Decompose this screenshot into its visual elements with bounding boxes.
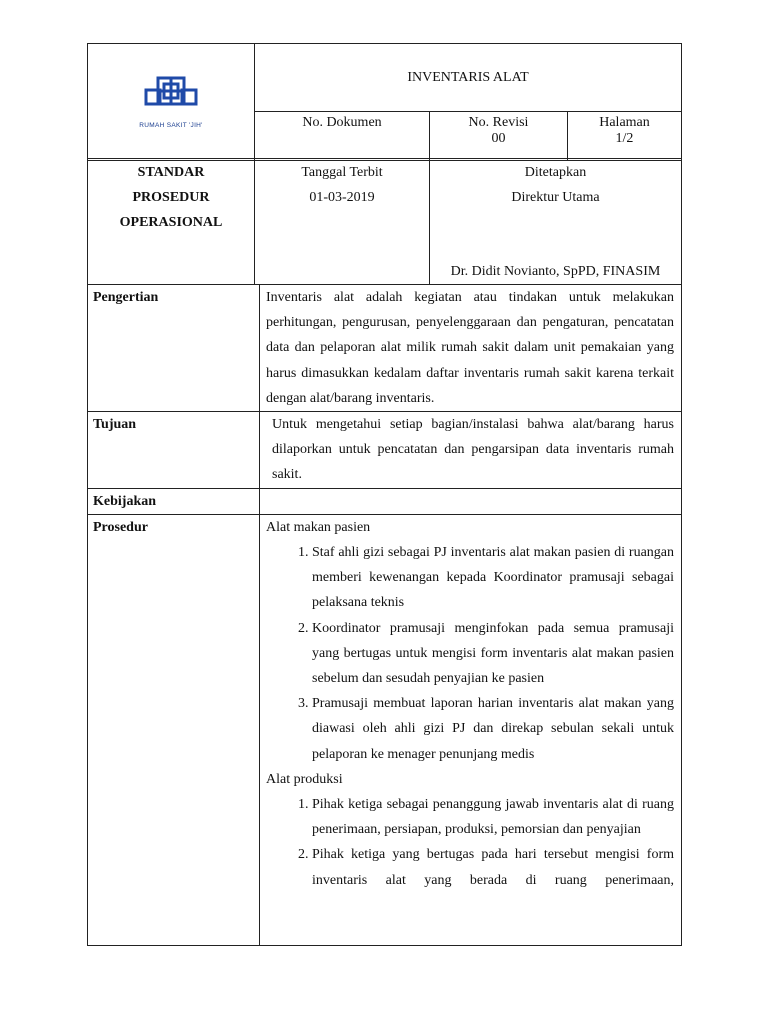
group1-list (266, 540, 674, 767)
prosedur-label: Prosedur (88, 514, 260, 945)
prosedur-content (260, 514, 682, 945)
logo-text: RUMAH SAKIT 'JIH' (139, 121, 203, 129)
pengertian-label: Pengertian (88, 285, 260, 412)
list-item: 2. Pihak ketiga yang bertugas pada hari tersebut mengisi form inventaris alat yang berada di ruang penerimaan, (312, 842, 674, 892)
sop-body (87, 284, 682, 946)
list-item: 1. Staf ahli gizi sebagai PJ inventaris alat makan pasien di ruangan memberi kewenangan kepada Koordinator pramusaji sebagai pelaksana teknis (312, 540, 674, 616)
kebijakan-label: Kebijakan (88, 488, 260, 514)
logo-cell (88, 44, 255, 161)
sop-info (87, 158, 682, 285)
issue-date-cell: Tanggal Terbit 01-03-2019 (255, 159, 430, 285)
list-item: 1. Pihak ketiga sebagai penanggung jawab inventaris alat di ruang penerimaan, persiapan, produksi, pemorsian dan penyajian (312, 792, 674, 842)
document-header (87, 43, 682, 161)
sop-label-cell: STANDAR PROSEDUR OPERASIONAL (88, 159, 255, 285)
pengertian-text: Inventaris alat adalah kegiatan atau tindakan untuk melakukan perhitungan, pengurusan, penyelenggaraan dan pengaturan, pencatatan data dan pelaporan alat milik rumah sakit dalam unit pemakaian yang harus dimasukkan kedalam daftar inventaris rumah sakit karena terkait dengan alat/barang inventaris. (260, 285, 682, 412)
group-title: Alat produksi (266, 771, 343, 787)
approval-cell: Ditetapkan Direktur Utama Dr. Didit Novianto, SpPD, FINASIM (430, 159, 682, 285)
list-item: 3. Pramusaji membuat laporan harian inventaris alat makan yang diawasi oleh ahli gizi PJ dan direkap sebulan sekali untuk pelaporan ke menager penunjang medis (312, 691, 674, 767)
tujuan-label: Tujuan (88, 412, 260, 489)
revision-cell: No. Revisi 00 (430, 112, 568, 161)
kebijakan-text (260, 488, 682, 514)
doc-number-cell: No. Dokumen (255, 112, 430, 161)
group-title: Alat makan pasien (266, 519, 371, 535)
list-item: 2. Koordinator pramusaji menginfokan pada semua pramusaji yang bertugas untuk mengisi form inventaris alat makan pasien sebelum dan sesudah penyajian ke pasien (312, 616, 674, 692)
tujuan-text: Untuk mengetahui setiap bagian/instalasi bahwa alat/barang harus dilaporkan untuk pencatatan dan pengarsipan data inventaris rumah sakit. (260, 412, 682, 489)
signatory: Dr. Didit Novianto, SpPD, FINASIM (450, 264, 661, 279)
page-cell: Halaman 1/2 (568, 112, 682, 161)
issue-date: 01-03-2019 (309, 190, 375, 205)
hospital-logo (141, 76, 201, 118)
document-title: INVENTARIS ALAT (255, 44, 682, 112)
group2-list (266, 792, 674, 893)
